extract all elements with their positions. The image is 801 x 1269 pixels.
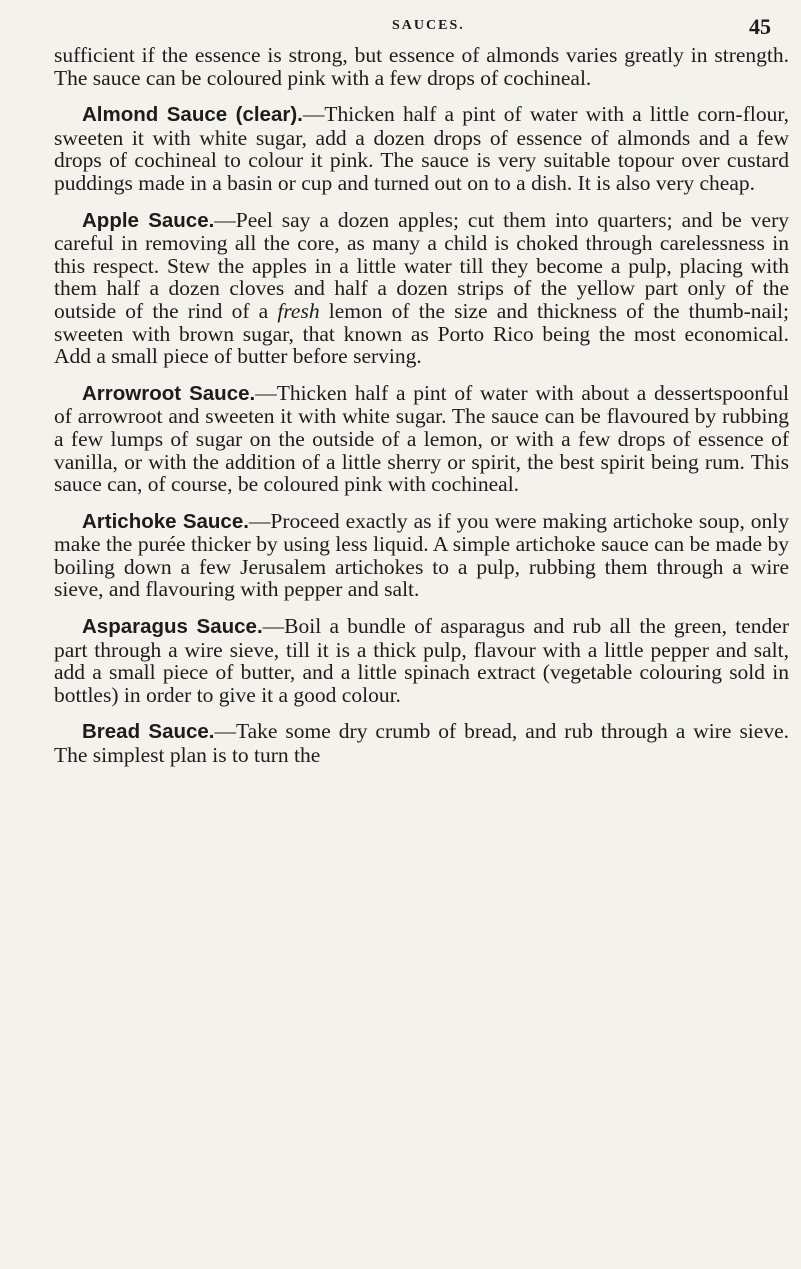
paragraph-text: —Peel say a dozen apples; cut them into quarters; and be very careful in removing all the core, as many a child is choked through carelessness in this respect. Stew the apples in a little water till they become a pulp, placing with them half a dozen cloves and half a dozen strips of the yellow part only of the outside of the rind of a <box>54 207 789 323</box>
running-head <box>0 14 801 42</box>
running-title: SAUCES. <box>392 18 465 33</box>
paragraph-arrowroot-sauce <box>54 382 789 496</box>
paragraph-text: —Boil a bundle of asparagus and rub all the green, tender part through a wire sieve, till it is a thick pulp, flavour with a little pepper and salt, add a small piece of butter, and a little spinach extract (vegetable colouring sold in bottles) in order to give it a good colour. <box>54 614 790 707</box>
recipe-heading: Arrowroot Sauce. <box>82 381 256 405</box>
emphasis-text: fresh <box>277 298 320 323</box>
paragraph-apple-sauce <box>54 209 789 368</box>
paragraph-text: lemon of the size and thickness of the thumb-nail; sweeten with brown sugar, that known as Porto Rico being the most economical. Add a small piece of butter before serving. <box>54 298 789 369</box>
page-number: 45 <box>749 14 771 39</box>
paragraph-text: —Thicken half a pint of water with a little corn-flour, sweeten it with white sugar, add a dozen drops of essence of almonds and a few drops of cochineal to colour it pink. The sauce is very suitable topour over custard puddings made in a basin or cup and turned out on to a dish. It is also very cheap. <box>54 102 790 195</box>
paragraph-asparagus-sauce <box>54 615 789 706</box>
recipe-heading: Bread Sauce. <box>82 720 215 744</box>
paragraph-continuation <box>54 44 789 89</box>
paragraph-artichoke-sauce <box>54 510 789 601</box>
paragraph-text: —Proceed exactly as if you were making artichoke soup, only make the purée thicker by using less liquid. A simple artichoke sauce can be made by boiling down a few Jerusalem artichokes to a pulp, rubbing them through a wire sieve, and flavouring with pepper and salt. <box>54 508 790 602</box>
paragraph-text: sufficient if the essence is strong, but essence of almonds varies greatly in strength. The sauce can be coloured pink with a few drops of cochineal. <box>54 43 789 90</box>
paragraph-text: —Thicken half a pint of water with about a dessertspoonful of arrowroot and sweeten it with white sugar. The sauce can be flavoured by rubbing a few lumps of sugar on the outside of a lemon, or with a few drops of essence of vanilla, or with the addition of a little sherry or spirit, the best spirit being rum. This sauce can, of course, be coloured pink with cochineal. <box>54 380 789 497</box>
recipe-heading: Almond Sauce (clear). <box>82 103 303 127</box>
recipe-heading: Asparagus Sauce. <box>82 615 263 639</box>
paragraph-text: —Take some dry crumb of bread, and rub through a wire sieve. The simplest plan is to turn the <box>54 719 789 768</box>
body-text <box>54 44 789 781</box>
paragraph-almond-sauce <box>54 103 789 194</box>
recipe-heading: Apple Sauce. <box>82 208 215 232</box>
paragraph-bread-sauce <box>54 720 789 766</box>
recipe-heading: Artichoke Sauce. <box>82 509 249 533</box>
